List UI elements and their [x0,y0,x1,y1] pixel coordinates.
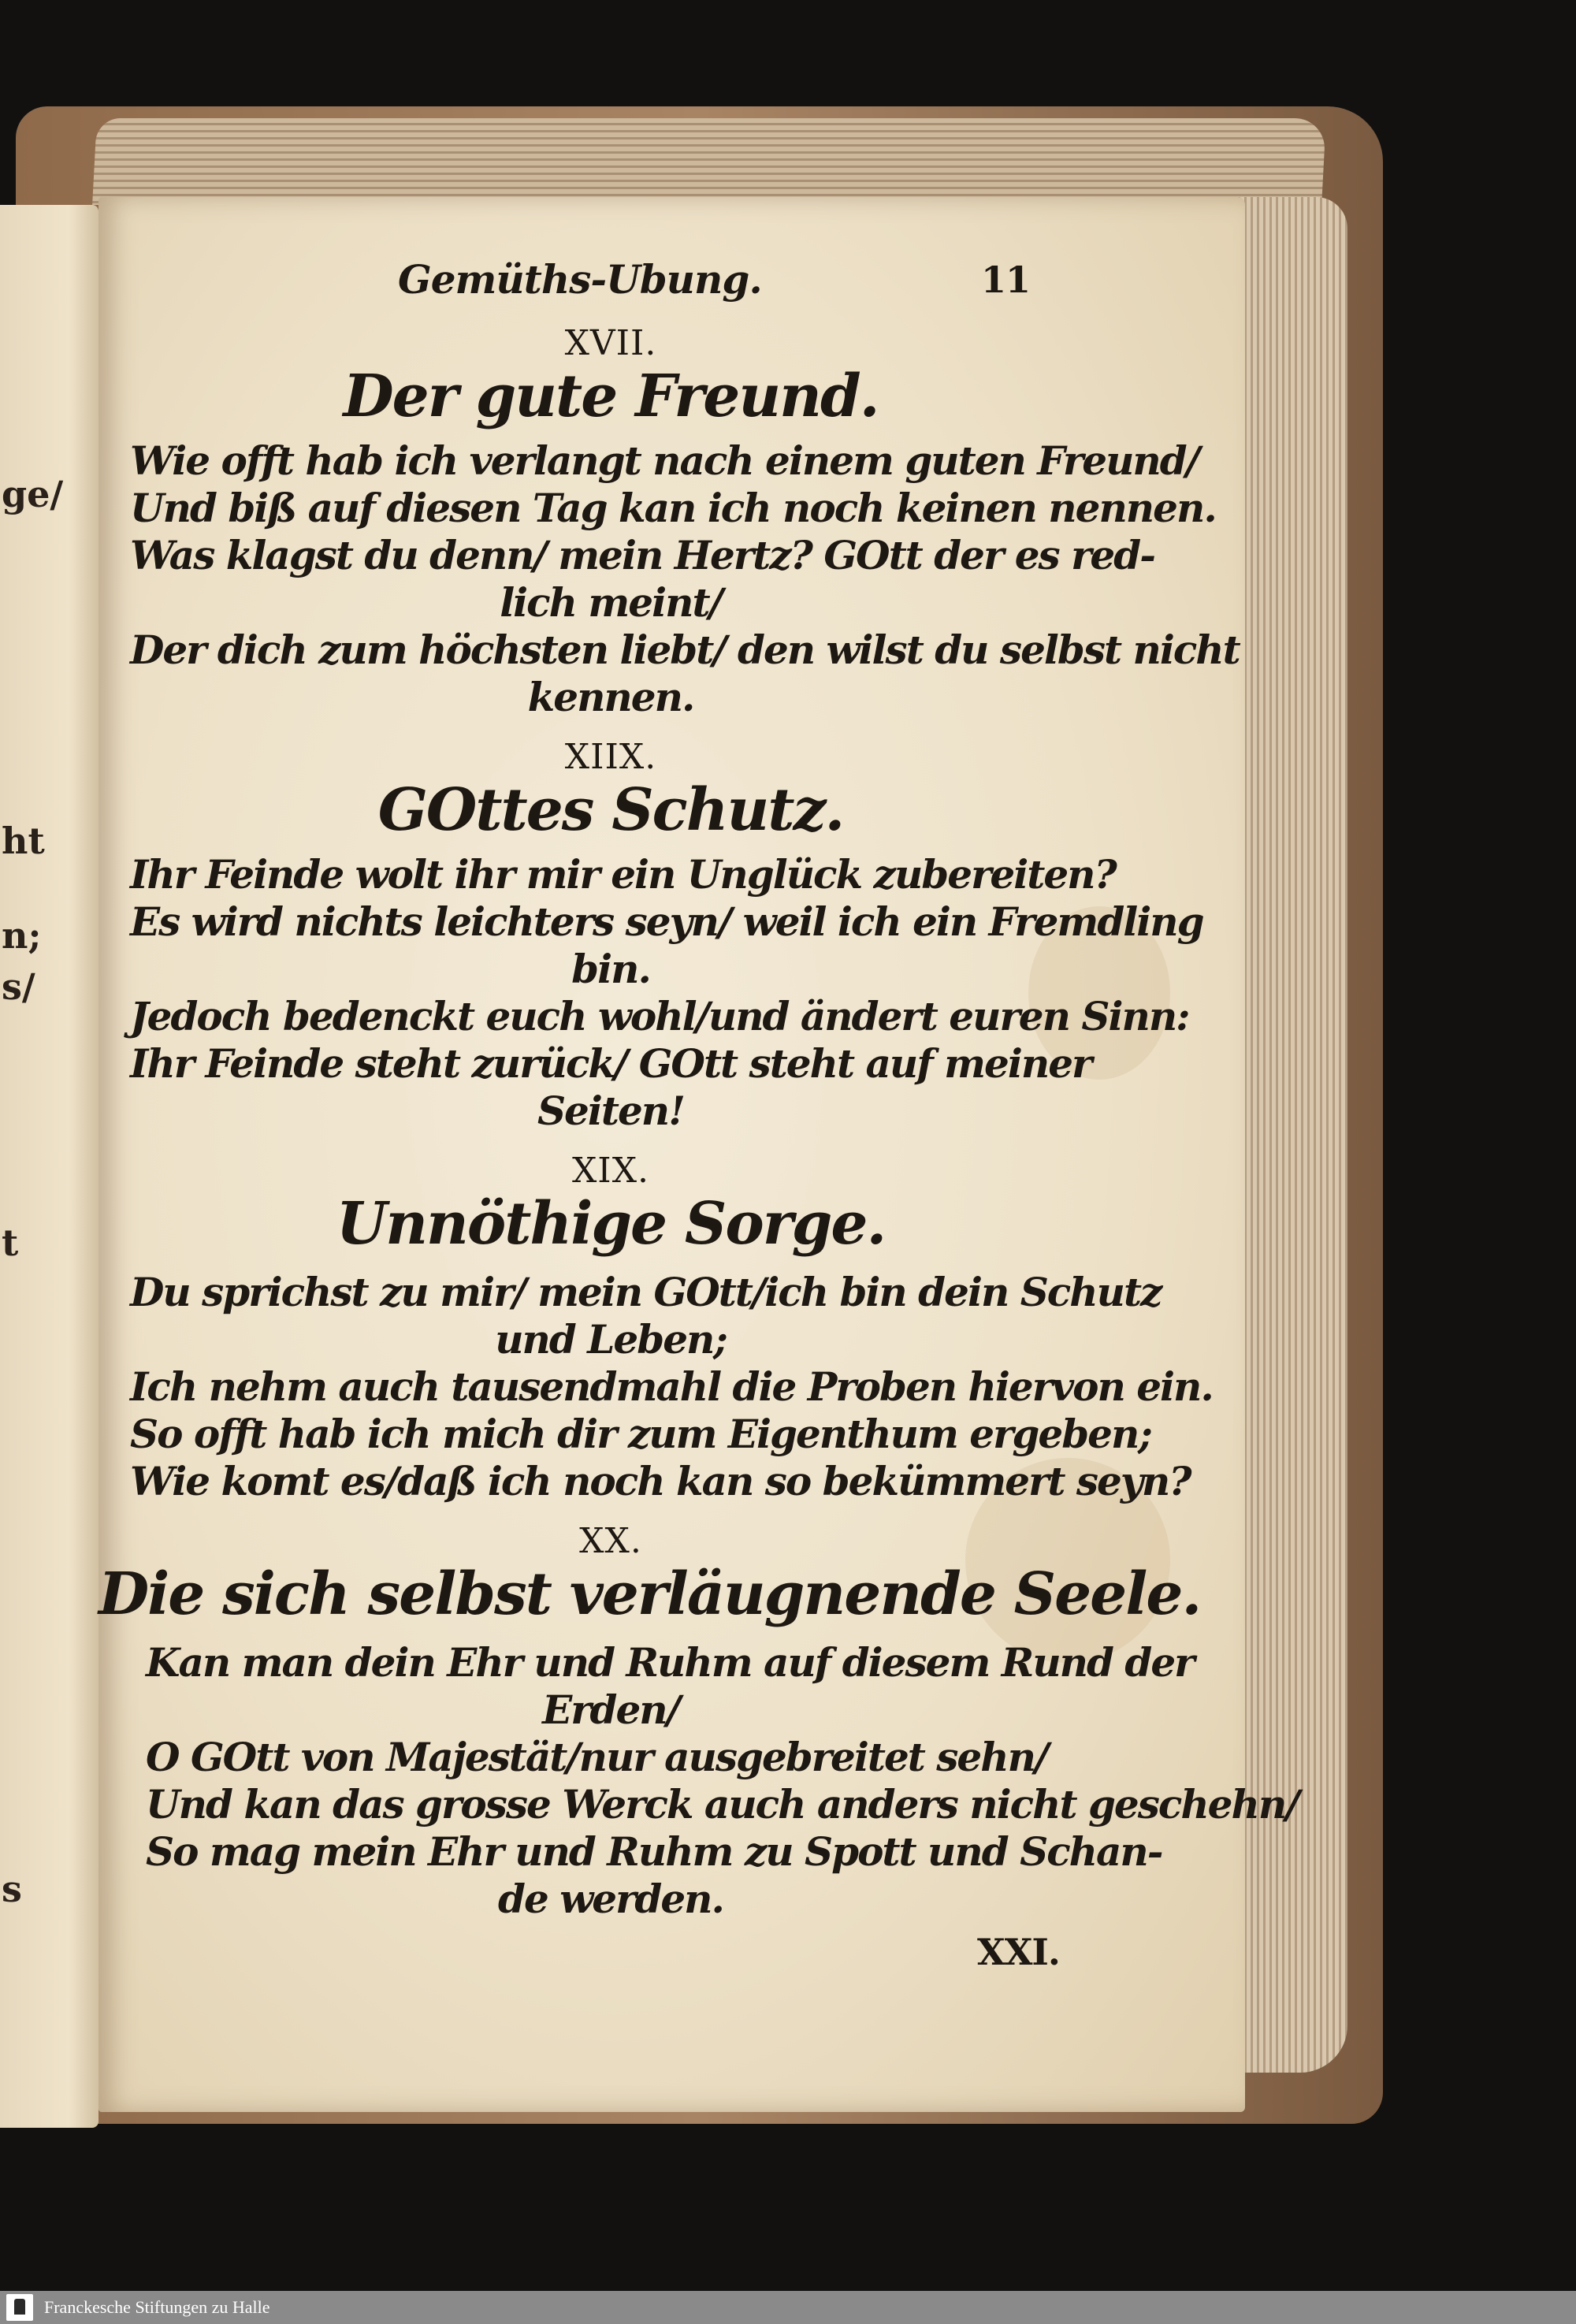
poem-line: Seiten! [537,1088,685,1134]
poem-line: Und kan das grosse Werck auch anders nicht geschehn/ [146,1781,1299,1828]
poem-title: Unnöthige Sorge. [336,1190,886,1258]
left-page [0,205,98,2128]
poem-numeral: XVII. [564,323,657,363]
poem-line: und Leben; [495,1316,727,1363]
poem-line: Ihr Feinde wolt ihr mir ein Unglück zubereiten? [130,851,1116,898]
poem-line: Kan man dein Ehr und Ruhm auf diesem Rund der [146,1639,1194,1686]
poem-line: Wie komt es/daß ich noch kan so bekümmert seyn? [130,1458,1191,1504]
poem-title: Die sich selbst verläugnende Seele. [98,1560,1201,1628]
page-stack-top-edge [92,118,1326,205]
poem-line: O GOtt von Majestät/nur ausgebreitet sehn/ [146,1734,1048,1780]
poem-numeral: XIIX. [564,737,657,777]
poem-title: GOttes Schutz. [377,776,844,844]
poem-line: kennen. [527,674,694,720]
poem-line: Es wird nichts leichters seyn/ weil ich ein Fremdling [130,898,1203,945]
catchword: XXI. [977,1931,1060,1973]
poem-line: Erden/ [542,1686,679,1733]
poem-line: Und biß auf diesen Tag kan ich noch keinen nennen. [130,485,1216,531]
poem-title: Der gute Freund. [343,363,879,430]
poem-line: Ich nehm auch tausendmahl die Proben hiervon ein. [130,1363,1213,1410]
poem-line: So offt hab ich mich dir zum Eigenthum ergeben; [130,1411,1151,1457]
left-page-fragment: t [2,1221,19,1264]
page-number: 11 [981,258,1031,301]
left-page-fragment: s [2,1868,22,1910]
poem-line: lich meint/ [500,579,722,626]
left-page-fragment: ht [2,820,45,862]
poem-line: Jedoch bedenckt euch wohl/und ändert euren Sinn: [130,993,1189,1039]
left-page-fragment: n; [2,914,42,957]
poem-line: de werden. [498,1876,723,1922]
foundation-logo-icon [6,2294,33,2321]
footer-bar [0,2291,1576,2324]
poem-numeral: XX. [579,1521,642,1561]
footer-credit: Franckesche Stiftungen zu Halle [44,2297,270,2317]
right-page [98,197,1299,2112]
poem-numeral: XIX. [571,1151,649,1191]
poem-line: So mag mein Ehr und Ruhm zu Spott und Schan- [146,1828,1162,1875]
poem-line: Du sprichst zu mir/ mein GOtt/ich bin dein Schutz [130,1269,1162,1315]
poem-line: Ihr Feinde steht zurück/ GOtt steht auf meiner [130,1040,1091,1087]
left-page-fragment: s/ [2,965,35,1008]
poem-line: Was klagst du denn/ mein Hertz? GOtt der es red- [130,532,1154,578]
poem-line: Wie offt hab ich verlangt nach einem guten Freund/ [130,437,1199,484]
left-page-fragment: ge/ [2,473,64,515]
running-head: Gemüths-Ubung. [398,256,762,303]
poem-line: Der dich zum höchsten liebt/ den wilst du selbst nicht [130,627,1240,673]
poem-line: bin. [571,946,650,992]
